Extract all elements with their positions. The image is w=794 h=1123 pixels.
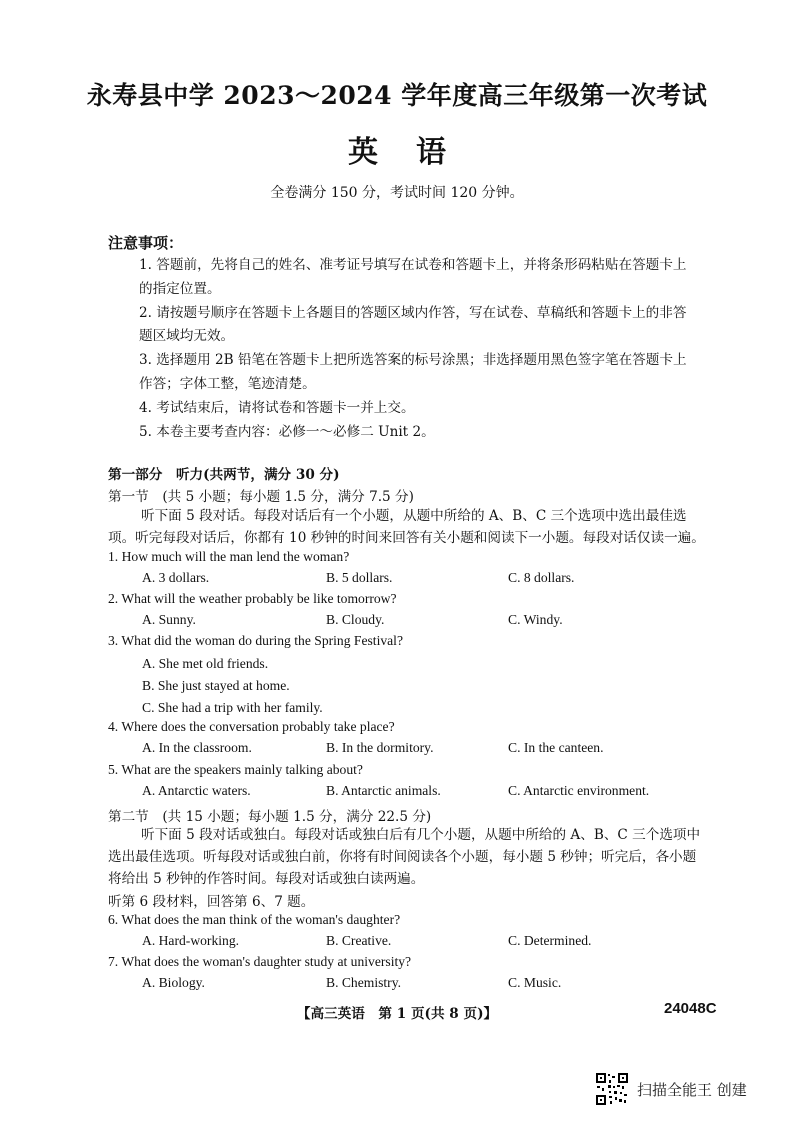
part1-heading: 第一部分 听力(共两节，满分 30 分)	[108, 467, 340, 483]
option-a: A. 3 dollars.	[142, 570, 210, 585]
score-time-line: 全卷满分 150 分，考试时间 120 分钟。	[270, 185, 524, 201]
option-a: A. Sunny.	[142, 612, 196, 627]
section2-instructions: 听下面 5 段对话或独白。每段对话或独白后有几个小题，从题中所给的 A、B、C 三个选项中选出最佳选项。听每段对话或独白前，你将有时间阅读各个小题，每小题 5 秒钟；听完后，各小题将给出 5 秒钟的作答时间。每段对话或独白读两遍。	[108, 827, 701, 887]
question-stem: 4. Where does the conversation probably take place?	[108, 719, 395, 734]
qr-code-icon	[595, 1072, 629, 1106]
paper-code: 24048C	[664, 1000, 717, 1017]
option-a: A. She met old friends.	[142, 656, 269, 671]
option-b: B. Antarctic animals.	[326, 783, 441, 798]
question-stem: 3. What did the woman do during the Spring Festival?	[108, 633, 403, 648]
option-b: B. In the dormitory.	[326, 740, 434, 755]
option-b: B. 5 dollars.	[326, 570, 393, 585]
section2-heading: 第二节 (共 15 小题；每小题 1.5 分，满分 22.5 分)	[108, 809, 432, 825]
question-stem: 5. What are the speakers mainly talking about?	[108, 762, 363, 777]
option-b: B. Cloudy.	[326, 612, 385, 627]
question-stem: 6. What does the man think of the woman's daughter?	[108, 912, 401, 927]
note-item: 4. 考试结束后，请将试卷和答题卡一并上交。	[139, 399, 415, 416]
notes-heading: 注意事项：	[108, 234, 184, 252]
option-c: C. In the canteen.	[508, 740, 604, 755]
option-c: C. Determined.	[508, 933, 592, 948]
note-item: 1. 答题前，先将自己的姓名、准考证号填写在试卷和答题卡上，并将条形码粘贴在答题卡上的指定位置。	[139, 257, 687, 297]
section1-heading: 第一节 (共 5 小题；每小题 1.5 分，满分 7.5 分)	[108, 489, 414, 505]
scanner-credit: 扫描全能王 创建	[637, 1080, 747, 1099]
option-c: C. Windy.	[508, 612, 563, 627]
option-a: A. Biology.	[142, 975, 205, 990]
scanner-watermark	[595, 1072, 747, 1106]
note-item: 2. 请按题号顺序在答题卡上各题目的答题区域内作答，写在试卷、草稿纸和答题卡上的非答题区域均无效。	[139, 304, 687, 345]
note-item: 3. 选择题用 2B 铅笔在答题卡上把所选答案的标号涂黑；非选择题用黑色签字笔在答题卡上作答；字体工整，笔迹清楚。	[139, 352, 687, 392]
option-a: A. Antarctic waters.	[142, 783, 251, 798]
section1-instructions: 听下面 5 段对话。每段对话后有一个小题，从题中所给的 A、B、C 三个选项中选出最佳选项。听完每段对话后，你都有 10 秒钟的时间来回答有关小题和阅读下一小题。每段对话仅读一遍。	[108, 508, 705, 546]
question-stem: 2. What will the weather probably be like tomorrow?	[108, 591, 397, 606]
option-c: C. Antarctic environment.	[508, 783, 650, 798]
option-b: B. Creative.	[326, 933, 392, 948]
option-c: C. She had a trip with her family.	[142, 700, 323, 715]
exam-title: 永寿县中学 2023～2024 学年度高三年级第一次考试	[86, 81, 708, 110]
option-b: B. She just stayed at home.	[142, 678, 290, 693]
question-stem: 1. How much will the man lend the woman?	[108, 549, 350, 564]
notes-list	[139, 254, 699, 444]
option-c: C. 8 dollars.	[508, 570, 575, 585]
option-c: C. Music.	[508, 975, 562, 990]
option-b: B. Chemistry.	[326, 975, 402, 990]
material-note: 听第 6 段材料，回答第 6、7 题。	[108, 894, 315, 910]
page-footer: 【高三英语 第 1 页(共 8 页)】	[296, 1006, 498, 1022]
option-a: A. In the classroom.	[142, 740, 252, 755]
subject-title: 英语	[348, 135, 484, 170]
note-item: 5. 本卷主要考查内容：必修一～必修二 Unit 2。	[139, 423, 435, 440]
question-stem: 7. What does the woman's daughter study at university?	[108, 954, 412, 969]
option-a: A. Hard-working.	[142, 933, 240, 948]
